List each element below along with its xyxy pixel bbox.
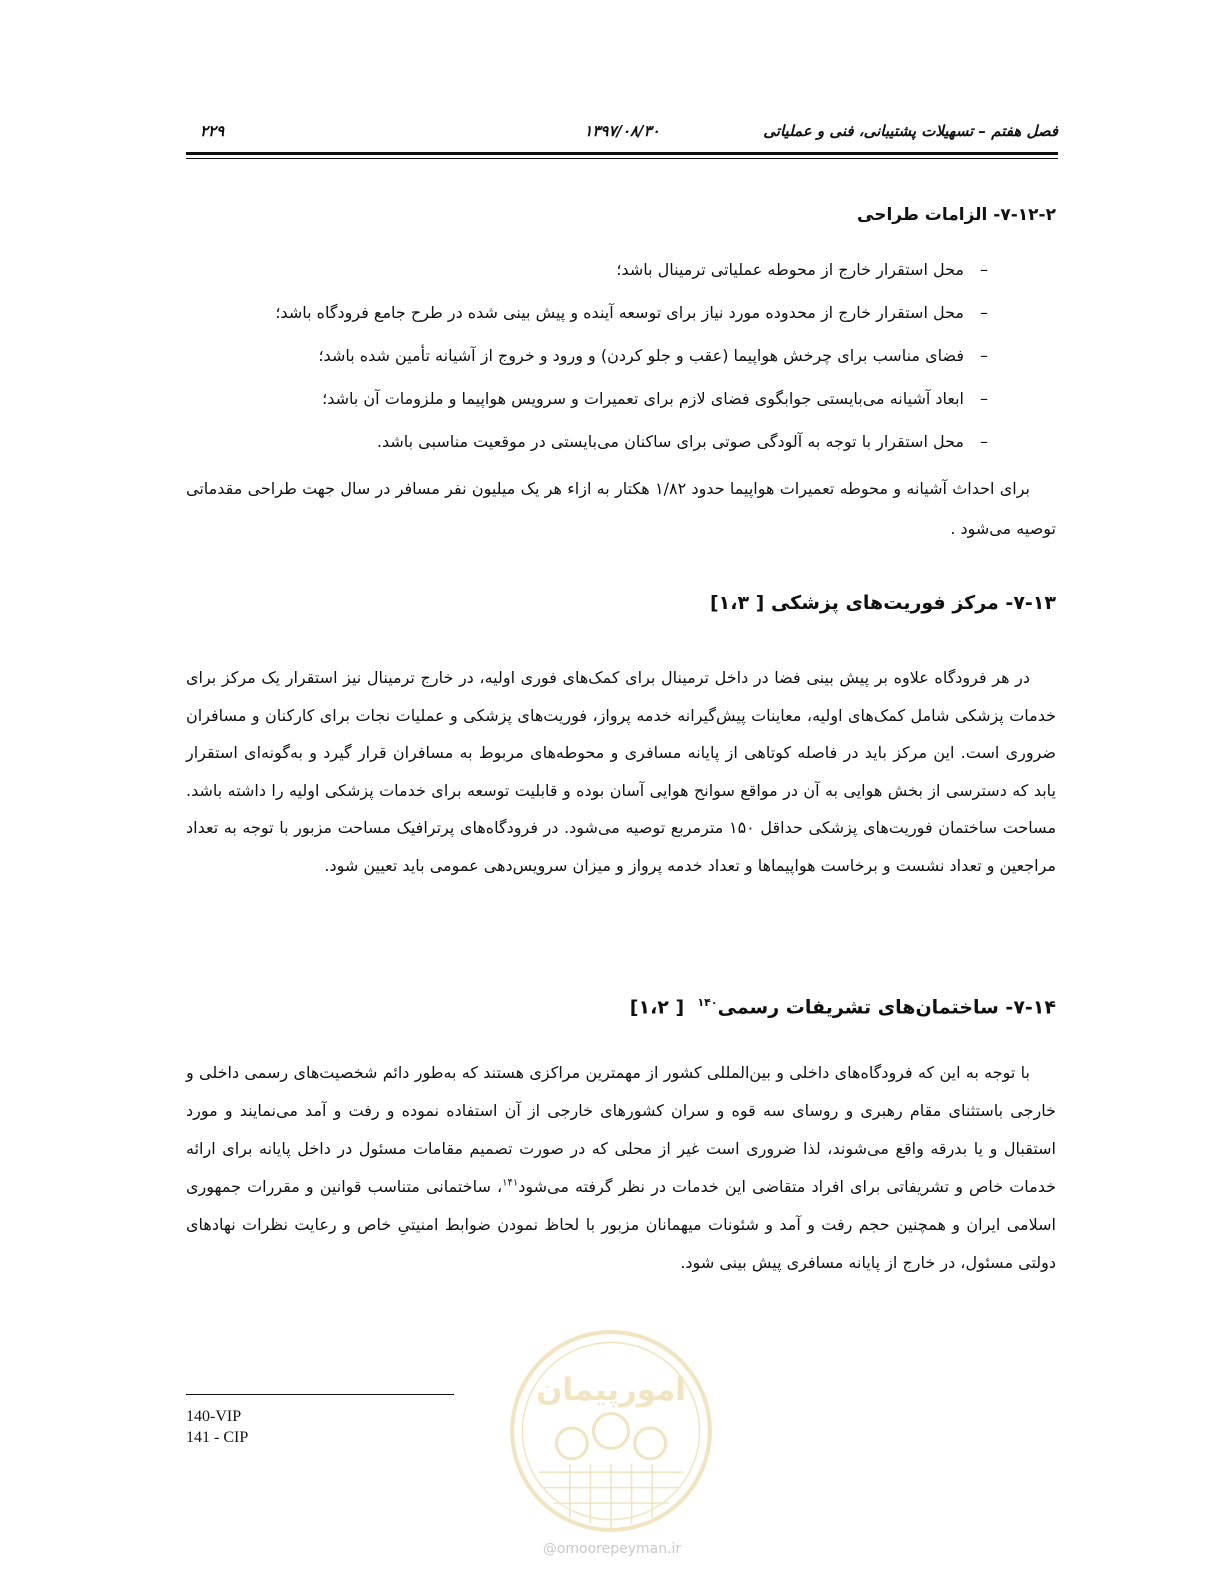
running-header xyxy=(186,118,1058,148)
list-item xyxy=(184,299,988,342)
list-item-text: محل استقرار با توجه به آلودگی صوتی برای ساکنان می‌بایستی در موقعیت مناسبی باشد. xyxy=(376,432,964,451)
list-item-text: محل استقرار خارج از محوطه عملیاتی ترمینال باشد؛ xyxy=(616,260,964,279)
bullet-dash: – xyxy=(980,389,988,408)
section-heading-7-13: ۷-۱۳- مرکز فوریت‌های پزشکی [ ۱،۳] xyxy=(709,592,1056,614)
header-date: ۱۳۹۷/۰۸/۳۰ xyxy=(584,122,660,140)
watermark-logo-text: امورپیمان xyxy=(536,1372,686,1409)
bullet-dash: – xyxy=(980,260,988,279)
footnote-140: 140-VIP xyxy=(186,1408,242,1425)
bullet-dash: – xyxy=(980,346,988,365)
list-item xyxy=(184,428,988,471)
section-heading-7-12-2: ۷-۱۲-۲- الزامات طراحی xyxy=(857,205,1056,225)
paragraph-text-part2: ، ساختمانی متناسب قوانین و مقررات جمهوری اسلامی ایران و همچنین حجم رفت و آمد و شئونات میهمانان مزبور با لحاظ نمودن ضوابط امنیتیِ خاص و رعایت نظرات نهادهای دولتی مسئول، در خارج از پایانه مسافری پیش بینی شود. xyxy=(186,1177,1056,1272)
footnote-141: 141 - CIP xyxy=(186,1429,249,1446)
hangar-area-paragraph: برای احداث آشیانه و محوطه تعمیرات هواپیما حدود ۱/۸۲ هکتار به ازاء هر یک میلیون نفر مسافر در سال جهت طراحی مقدماتی توصیه می‌شود . xyxy=(186,479,1056,538)
bullet-dash: – xyxy=(980,432,988,451)
watermark-logo xyxy=(508,1328,714,1534)
bullet-dash: – xyxy=(980,303,988,322)
heading-reference: [ ۱،۲] xyxy=(629,996,685,1019)
watermark-url: @omoorepeyman.ir xyxy=(542,1541,682,1557)
header-rule-thin xyxy=(186,158,1058,159)
footnote-ref-140: ۱۴۰ xyxy=(697,996,718,1009)
list-item xyxy=(184,385,988,428)
header-rule-thick xyxy=(186,152,1058,155)
medical-center-paragraph: در هر فرودگاه علاوه بر پیش بینی فضا در داخل ترمینال برای کمک‌های فوری اولیه، در خارج ترمینال نیز استقرار یک مرکز برای خدمات پزشکی شامل کمک‌های اولیه، معاینات پیش‌گیرانه خدمه پرواز، فوریت‌های پزشکی و عملیات نجات برای کارکنان و مسافران ضروری است. این مرکز باید در فاصله کوتاهی از پایانه مسافری و محوطه‌های مربوط به مسافران قرار گیرد و به‌گونه‌ای استقرار یابد که دسترسی از بخش هوایی به آن در مواقع سوانح هوایی آسان بوده و قابلیت توسعه برای خدمات پزشکی اولیه را داشته باشد. مساحت ساختمان فوریت‌های پزشکی حداقل ۱۵۰ مترمربع توصیه می‌شود. در فرودگاه‌های پرترافیک مساحت مزبور با توجه به تعداد مراجعین و تعداد نشست و برخاست هواپیماها و تعداد خدمه پرواز و میزان سرویس‌دهی عمومی باید تعیین شود. xyxy=(186,668,1057,875)
list-item-text: محل استقرار خارج از محدوده مورد نیاز برای توسعه آینده و پیش بینی شده در طرح جامع فرودگاه باشد؛ xyxy=(275,303,964,322)
list-item xyxy=(184,342,988,385)
footnote-ref-141: ۱۴۱ xyxy=(502,1177,519,1189)
list-item-text: ابعاد آشیانه می‌بایستی جوابگوی فضای لازم برای تعمیرات و سرویس هواپیما و ملزومات آن باشد؛ xyxy=(322,389,964,408)
footnote-rule xyxy=(186,1394,454,1395)
page-number: ۲۲۹ xyxy=(200,122,225,140)
paragraph-text-part1: با توجه به این که فرودگاه‌های داخلی و بین‌المللی کشور از مهمترین مراکزی هستند که به‌طور دائم شخصیت‌های رسمی داخلی و خارجی باستثنای مقام رهبری و روسای سه قوه و سران کشورهای خارجی از آن استفاده نموده و رفت و آمد می‌نمایند و مورد استقبال و یا بدرقه واقع می‌شوند، لذا ضروری است غیر از محلی که در صورت تصمیم مقامات مسئول در داخل پایانه برای ارائه خدمات خاص و تشریفاتی برای افراد متقاضی این خدمات در نظر گرفته می‌شود xyxy=(186,1063,1056,1196)
chapter-title: فصل هفتم – تسهیلات پشتیبانی، فنی و عملیاتی xyxy=(763,122,1058,140)
section-heading-7-14 xyxy=(630,996,1056,1018)
design-requirements-list xyxy=(184,256,988,471)
list-item xyxy=(184,256,988,299)
list-item-text: فضای مناسب برای چرخش هواپیما (عقب و جلو کردن) و ورود و خروج از آشیانه تأمین شده باشد؛ xyxy=(318,346,964,365)
heading-text: ۷-۱۴- ساختمان‌های تشریفات رسمی xyxy=(717,996,1056,1019)
vip-building-paragraph xyxy=(186,1054,1056,1282)
